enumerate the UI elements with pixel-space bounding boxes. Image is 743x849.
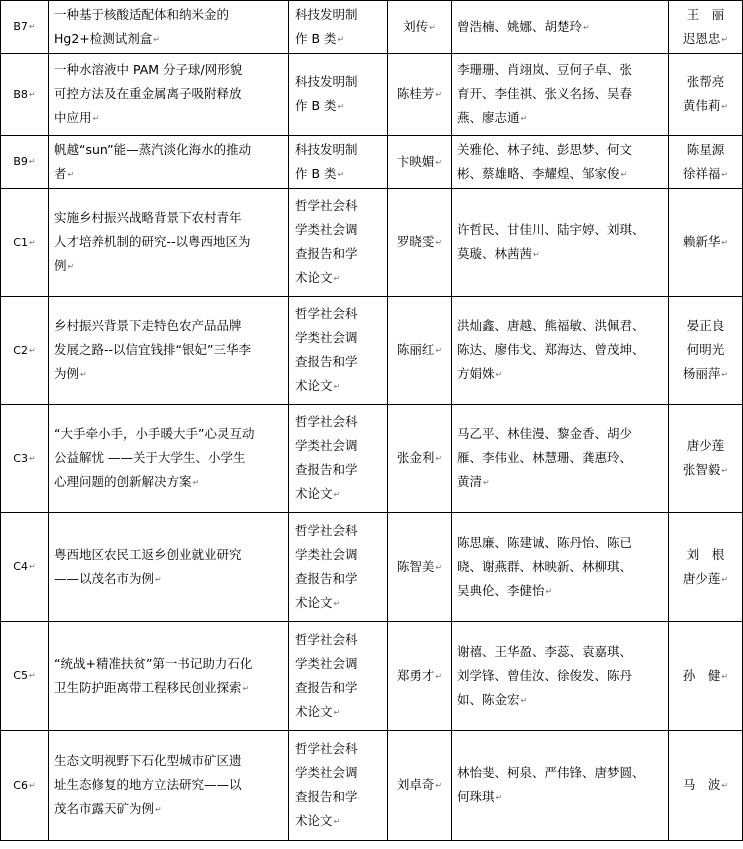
paragraph-mark: ↵ xyxy=(721,370,729,379)
paragraph-mark: ↵ xyxy=(721,671,729,681)
project-advisors-line: 陈星源 xyxy=(686,141,725,157)
project-category-line: 学类社会调 xyxy=(295,330,358,345)
paragraph-mark: ↵ xyxy=(435,562,443,572)
project-title-line: “统战+精准扶贫”第一书记助力石化 xyxy=(54,655,253,671)
project-members-line: 雁、李伟业、林慧珊、龚惠玲、 xyxy=(457,450,633,465)
project-members-line: 李珊珊、肖翊岚、豆何子卓、张 xyxy=(457,62,633,77)
paragraph-mark: ↵ xyxy=(80,370,87,379)
project-id xyxy=(1,513,49,622)
project-category xyxy=(289,622,388,731)
paragraph-mark: ↵ xyxy=(435,671,443,681)
project-id xyxy=(1,54,49,136)
project-title xyxy=(49,622,289,731)
project-category-line: 学类社会调 xyxy=(295,546,358,562)
project-title-line: 例↵ xyxy=(54,258,75,273)
project-members xyxy=(452,731,669,841)
project-advisors xyxy=(669,136,743,189)
project-members xyxy=(452,513,669,622)
paragraph-mark: ↵ xyxy=(620,169,628,179)
project-advisors-line: 马 波↵ xyxy=(682,777,729,792)
paragraph-mark: ↵ xyxy=(28,780,36,790)
project-category-line: 作 B 类↵ xyxy=(295,30,345,46)
table-body xyxy=(1,1,743,841)
project-title-line: 一种基于核酸适配体和纳米金的 xyxy=(54,6,230,22)
paragraph-mark: ↵ xyxy=(192,478,200,487)
paragraph-mark: ↵ xyxy=(67,262,75,271)
project-category-line: 学类社会调 xyxy=(295,655,358,671)
project-advisors-line: 迟恩忠↵ xyxy=(682,30,729,46)
paragraph-mark: ↵ xyxy=(28,22,36,31)
project-members xyxy=(452,54,669,136)
project-title xyxy=(49,136,289,189)
project-title-line: ——以茂名市为例↵ xyxy=(54,570,162,586)
project-category-line: 哲学社会科 xyxy=(295,198,358,213)
project-advisors-line: 张帮亮 xyxy=(686,74,725,89)
project-leader xyxy=(388,405,452,513)
project-leader xyxy=(388,622,452,731)
project-advisors xyxy=(669,189,743,297)
paragraph-mark: ↵ xyxy=(155,574,162,584)
project-title xyxy=(49,1,289,54)
project-category-line: 查报告和学 xyxy=(295,354,358,369)
project-category-line: 科技发明制 xyxy=(295,141,358,157)
paragraph-mark: ↵ xyxy=(28,562,36,571)
paragraph-mark: ↵ xyxy=(337,169,345,179)
project-advisors xyxy=(669,622,743,731)
project-advisors xyxy=(669,513,743,622)
project-category xyxy=(289,731,388,841)
paragraph-mark: ↵ xyxy=(28,345,36,355)
project-category-line: 哲学社会科 xyxy=(295,631,358,647)
project-title-line: 为例↵ xyxy=(54,366,87,381)
project-leader xyxy=(388,189,452,297)
project-category xyxy=(289,297,388,405)
project-leader xyxy=(388,136,452,189)
project-category-line: 科技发明制 xyxy=(295,74,358,89)
project-title xyxy=(49,54,289,136)
project-title-line: 帆越“sun”能—蒸汽淡化海水的推动 xyxy=(54,141,252,157)
project-members xyxy=(452,136,669,189)
paragraph-mark: ↵ xyxy=(435,454,443,463)
project-members-line: 晓、谢燕群、林映新、林柳琪、 xyxy=(457,558,633,574)
paragraph-mark: ↵ xyxy=(435,157,443,167)
project-advisors-line: 何明光 xyxy=(686,342,725,357)
paragraph-mark: ↵ xyxy=(721,574,729,584)
project-advisors xyxy=(669,54,743,136)
project-id-text: C4↵ xyxy=(13,560,36,573)
project-category-line: 查报告和学 xyxy=(295,246,358,261)
paragraph-mark: ↵ xyxy=(28,237,36,247)
project-advisors-line: 杨丽萍↵ xyxy=(682,366,729,381)
project-title-line: 可控方法及在重金属离子吸附释放 xyxy=(54,86,242,101)
project-title-line: 址生态修复的地方立法研究——以 xyxy=(54,777,242,792)
project-category xyxy=(289,54,388,136)
project-title-line: 粤西地区农民工返乡创业就业研究 xyxy=(54,546,242,562)
project-leader-text: 卞映媚↵ xyxy=(396,153,443,169)
paragraph-mark: ↵ xyxy=(583,22,590,32)
project-category-line: 学类社会调 xyxy=(295,222,358,237)
paragraph-mark: ↵ xyxy=(533,250,540,259)
paragraph-mark: ↵ xyxy=(28,157,36,166)
project-id-text: B7↵ xyxy=(13,20,36,33)
project-title xyxy=(49,731,289,841)
project-category-line: 术论文↵ xyxy=(295,486,341,501)
project-title xyxy=(49,297,289,405)
project-id-text: C6↵ xyxy=(13,778,36,792)
project-category-line: 术论文↵ xyxy=(295,703,341,719)
project-advisors-line: 黄伟莉↵ xyxy=(682,98,729,113)
project-leader xyxy=(388,731,452,841)
project-advisors-line: 徐祥福↵ xyxy=(682,165,729,181)
table-row xyxy=(1,1,743,54)
project-id xyxy=(1,297,49,405)
project-category-line: 作 B 类↵ xyxy=(295,98,345,113)
project-advisors-line: 孙 健↵ xyxy=(682,667,729,683)
paragraph-mark: ↵ xyxy=(337,34,345,44)
paragraph-mark: ↵ xyxy=(153,34,160,44)
project-category-line: 学类社会调 xyxy=(295,765,358,780)
paragraph-mark: ↵ xyxy=(520,114,528,123)
paragraph-mark: ↵ xyxy=(495,793,503,802)
project-members xyxy=(452,405,669,513)
project-members xyxy=(452,622,669,731)
project-leader xyxy=(388,513,452,622)
paragraph-mark: ↵ xyxy=(721,169,729,179)
project-title-line: 一种水溶液中 PAM 分子球/网形貌 xyxy=(54,62,243,77)
project-advisors-line: 赖新华↵ xyxy=(682,234,729,249)
project-category-line: 术论文↵ xyxy=(295,813,341,828)
project-members-line: 彬、蔡雄略、李耀煌、邹家俊↵ xyxy=(457,165,628,181)
project-advisors xyxy=(669,1,743,54)
project-leader-text: 陈桂芳↵ xyxy=(396,86,443,101)
project-id xyxy=(1,189,49,297)
paragraph-mark: ↵ xyxy=(721,781,729,790)
project-category xyxy=(289,1,388,54)
project-members-line: 刘学锋、曾佳汝、徐俊发、陈丹 xyxy=(457,667,633,683)
table-row xyxy=(1,189,743,297)
project-title-line: 公益解忧 ——关于大学生、小学生 xyxy=(54,450,246,465)
paragraph-mark: ↵ xyxy=(28,89,36,99)
paragraph-mark: ↵ xyxy=(435,238,443,247)
paragraph-mark: ↵ xyxy=(721,102,729,111)
project-category-line: 术论文↵ xyxy=(295,378,341,393)
project-advisors-line: 刘 根 xyxy=(686,546,725,562)
project-category-line: 查报告和学 xyxy=(295,789,358,804)
paragraph-mark: ↵ xyxy=(92,114,100,123)
project-title-line: 乡村振兴背景下走特色农产品品牌 xyxy=(54,318,242,333)
project-title-line: 中应用↵ xyxy=(54,110,100,125)
project-category xyxy=(289,136,388,189)
project-category-line: 术论文↵ xyxy=(295,594,341,610)
paragraph-mark: ↵ xyxy=(721,34,729,44)
paragraph-mark: ↵ xyxy=(435,781,443,790)
project-category-line: 科技发明制 xyxy=(295,6,358,22)
project-category xyxy=(289,513,388,622)
paragraph-mark: ↵ xyxy=(333,274,341,283)
paragraph-mark: ↵ xyxy=(28,453,36,463)
project-title xyxy=(49,189,289,297)
project-leader-text: 张金利↵ xyxy=(396,450,443,465)
table-row xyxy=(1,731,743,841)
project-members-line: 燕、廖志通↵ xyxy=(457,110,528,125)
project-advisors xyxy=(669,731,743,841)
project-members-line: 洪灿鑫、唐越、熊福敏、洪佩君、 xyxy=(457,318,645,333)
project-members xyxy=(452,189,669,297)
project-title-line: 茂名市露天矿为例↵ xyxy=(54,801,162,816)
project-members-line: 吴典伦、李健怡↵ xyxy=(457,582,553,598)
project-id-text: C5↵ xyxy=(13,669,36,682)
paragraph-mark: ↵ xyxy=(333,598,341,608)
project-id xyxy=(1,1,49,54)
project-id xyxy=(1,731,49,841)
project-members-line: 何珠琪↵ xyxy=(457,789,503,804)
paragraph-mark: ↵ xyxy=(333,707,341,717)
paragraph-mark: ↵ xyxy=(333,382,341,391)
project-category xyxy=(289,405,388,513)
paragraph-mark: ↵ xyxy=(67,169,75,179)
project-leader xyxy=(388,297,452,405)
paragraph-mark: ↵ xyxy=(545,586,553,596)
project-members-line: 如、陈金宏↵ xyxy=(457,691,528,707)
project-advisors xyxy=(669,405,743,513)
project-category-line: 查报告和学 xyxy=(295,570,358,586)
project-title-line: 卫生防护距离带工程移民创业探索↵ xyxy=(54,679,250,695)
project-id xyxy=(1,622,49,731)
project-members-line: 谢禧、王华盈、李蕊、袁嘉琪、 xyxy=(457,643,633,659)
project-title-line: 人才培养机制的研究--以粤西地区为 xyxy=(54,234,251,249)
project-title-line: Hg2+检测试剂盒↵ xyxy=(54,30,160,46)
project-members-line: 方娟姝↵ xyxy=(457,366,503,381)
paragraph-mark: ↵ xyxy=(155,805,162,814)
table-row xyxy=(1,136,743,189)
paragraph-mark: ↵ xyxy=(435,346,443,355)
project-title-line: 者↵ xyxy=(54,165,75,181)
project-advisors-line: 张智毅↵ xyxy=(682,462,729,477)
project-id-text: B9↵ xyxy=(13,155,36,168)
table-row xyxy=(1,54,743,136)
paragraph-mark: ↵ xyxy=(429,22,436,32)
project-id-text: C1↵ xyxy=(13,235,36,249)
project-members-line: 陈达、廖伟戈、郑海达、曾茂坤、 xyxy=(457,342,645,357)
paragraph-mark: ↵ xyxy=(333,490,341,499)
project-id-text: C3↵ xyxy=(13,451,36,465)
project-id-text: B8↵ xyxy=(13,87,36,101)
project-members-line: 黄清↵ xyxy=(457,474,490,489)
project-advisors-line: 晏正良 xyxy=(686,318,725,333)
table-row xyxy=(1,622,743,731)
project-category-line: 作 B 类↵ xyxy=(295,165,345,181)
project-title-line: 生态文明视野下石化型城市矿区遗 xyxy=(54,753,242,768)
paragraph-mark: ↵ xyxy=(520,695,528,705)
project-members-line: 林怡斐、柯泉、严伟锋、唐梦圆、 xyxy=(457,765,645,780)
project-members-line: 育开、李佳祺、张义名扬、吴春 xyxy=(457,86,633,101)
project-leader-text: 罗晓雯↵ xyxy=(396,234,443,249)
project-members-line: 关雅伦、林子纯、彭思梦、何文 xyxy=(457,141,633,157)
project-title-line: “大手牵小手，小手暖大手”心灵互动 xyxy=(54,426,255,441)
paragraph-mark: ↵ xyxy=(495,370,503,379)
paragraph-mark: ↵ xyxy=(483,478,490,487)
project-members-line: 莫璇、林茜茜↵ xyxy=(457,246,540,261)
project-title-line: 实施乡村振兴战略背景下农村青年 xyxy=(54,210,242,225)
project-members-line: 许哲民、甘佳川、陆宇婷、刘琪、 xyxy=(457,222,645,237)
project-leader-text: 郑勇才↵ xyxy=(396,667,443,683)
table-row xyxy=(1,513,743,622)
paragraph-mark: ↵ xyxy=(721,238,729,247)
paragraph-mark: ↵ xyxy=(337,102,345,111)
project-category-line: 查报告和学 xyxy=(295,462,358,477)
project-category xyxy=(289,189,388,297)
project-id-text: C2↵ xyxy=(13,343,36,357)
project-category-line: 哲学社会科 xyxy=(295,414,358,429)
project-leader-text: 陈丽红↵ xyxy=(396,342,443,357)
project-advisors-line: 唐少莲↵ xyxy=(682,570,729,586)
project-category-line: 哲学社会科 xyxy=(295,306,358,321)
project-title-line: 心理问题的创新解决方案↵ xyxy=(54,474,200,489)
project-advisors-line: 王 丽 xyxy=(686,6,725,22)
project-title xyxy=(49,513,289,622)
project-leader-text: 陈智美↵ xyxy=(396,558,443,574)
project-title-line: 发展之路--以信宜钱排“银妃”三华李 xyxy=(54,342,251,357)
project-category-line: 哲学社会科 xyxy=(295,522,358,538)
project-advisors xyxy=(669,297,743,405)
project-category-line: 哲学社会科 xyxy=(295,741,358,756)
table-row xyxy=(1,405,743,513)
project-members-line: 曾浩楠、姚娜、胡楚玲↵ xyxy=(457,18,590,34)
project-members xyxy=(452,297,669,405)
paragraph-mark: ↵ xyxy=(333,817,341,826)
project-title xyxy=(49,405,289,513)
project-members xyxy=(452,1,669,54)
project-category-line: 查报告和学 xyxy=(295,679,358,695)
project-leader xyxy=(388,1,452,54)
project-members-line: 陈思廉、陈建诚、陈丹怡、陈已 xyxy=(457,534,633,550)
project-id xyxy=(1,136,49,189)
project-leader-text: 刘卓奇↵ xyxy=(396,777,443,792)
paragraph-mark: ↵ xyxy=(721,466,729,475)
table-row xyxy=(1,297,743,405)
project-id xyxy=(1,405,49,513)
project-members-line: 马乙平、林佳漫、黎金香、胡少 xyxy=(457,426,633,441)
project-category-line: 术论文↵ xyxy=(295,270,341,285)
project-advisors-line: 唐少莲 xyxy=(686,438,725,453)
project-leader xyxy=(388,54,452,136)
paragraph-mark: ↵ xyxy=(242,683,250,693)
paragraph-mark: ↵ xyxy=(435,90,443,99)
project-leader-text: 刘传↵ xyxy=(403,18,436,34)
paragraph-mark: ↵ xyxy=(28,671,36,680)
project-category-line: 学类社会调 xyxy=(295,438,358,453)
